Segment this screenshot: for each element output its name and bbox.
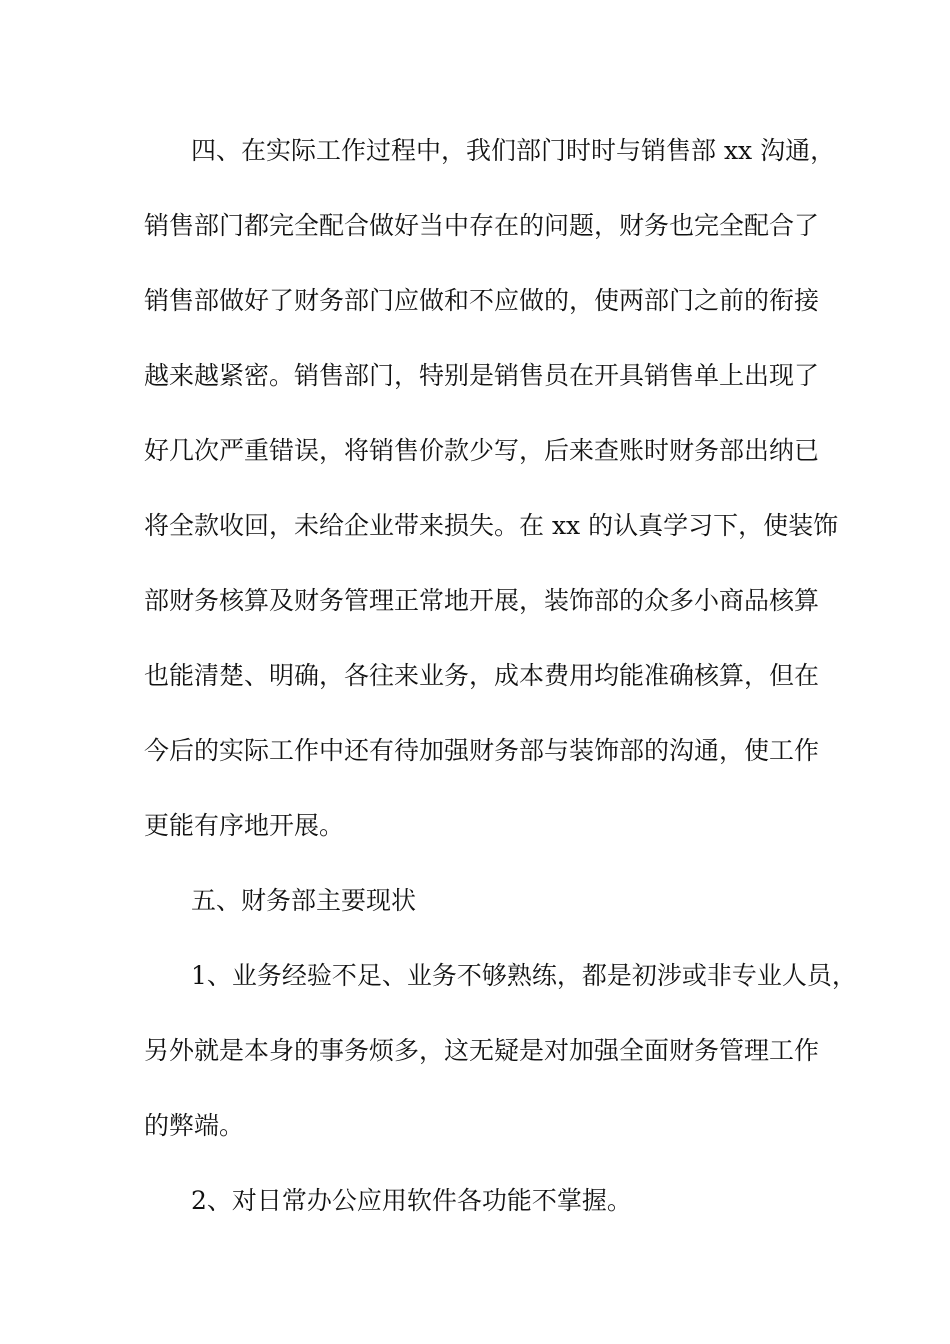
section-heading: 五、财务部主要现状 — [191, 886, 417, 915]
text-line: 1、业务经验不足、业务不够熟练，都是初涉或非专业人员， — [191, 961, 857, 990]
text-line: 的弊端。 — [144, 1111, 245, 1140]
text-line: 越来越紧密。销售部门，特别是销售员在开具销售单上出现了 — [144, 361, 820, 390]
text-line: 销售部门都完全配合做好当中存在的问题，财务也完全配合了 — [144, 211, 820, 240]
text-line: 销售部做好了财务部门应做和不应做的，使两部门之前的衔接 — [144, 286, 820, 315]
text-line: 另外就是本身的事务烦多，这无疑是对加强全面财务管理工作 — [144, 1036, 820, 1065]
text-line: 今后的实际工作中还有待加强财务部与装饰部的沟通，使工作 — [144, 736, 820, 765]
text-line: 也能清楚、明确，各往来业务，成本费用均能准确核算，但在 — [144, 661, 820, 690]
text-line: 2、对日常办公应用软件各功能不掌握。 — [191, 1186, 632, 1215]
text-line: 更能有序地开展。 — [144, 811, 345, 840]
text-line: 好几次严重错误，将销售价款少写，后来查账时财务部出纳已 — [144, 436, 820, 465]
text-line: 将全款收回，未给企业带来损失。在 xx 的认真学习下，使装饰 — [144, 511, 839, 540]
text-line: 四、在实际工作过程中，我们部门时时与销售部 xx 沟通， — [191, 136, 836, 165]
text-line: 部财务核算及财务管理正常地开展，装饰部的众多小商品核算 — [144, 586, 820, 615]
